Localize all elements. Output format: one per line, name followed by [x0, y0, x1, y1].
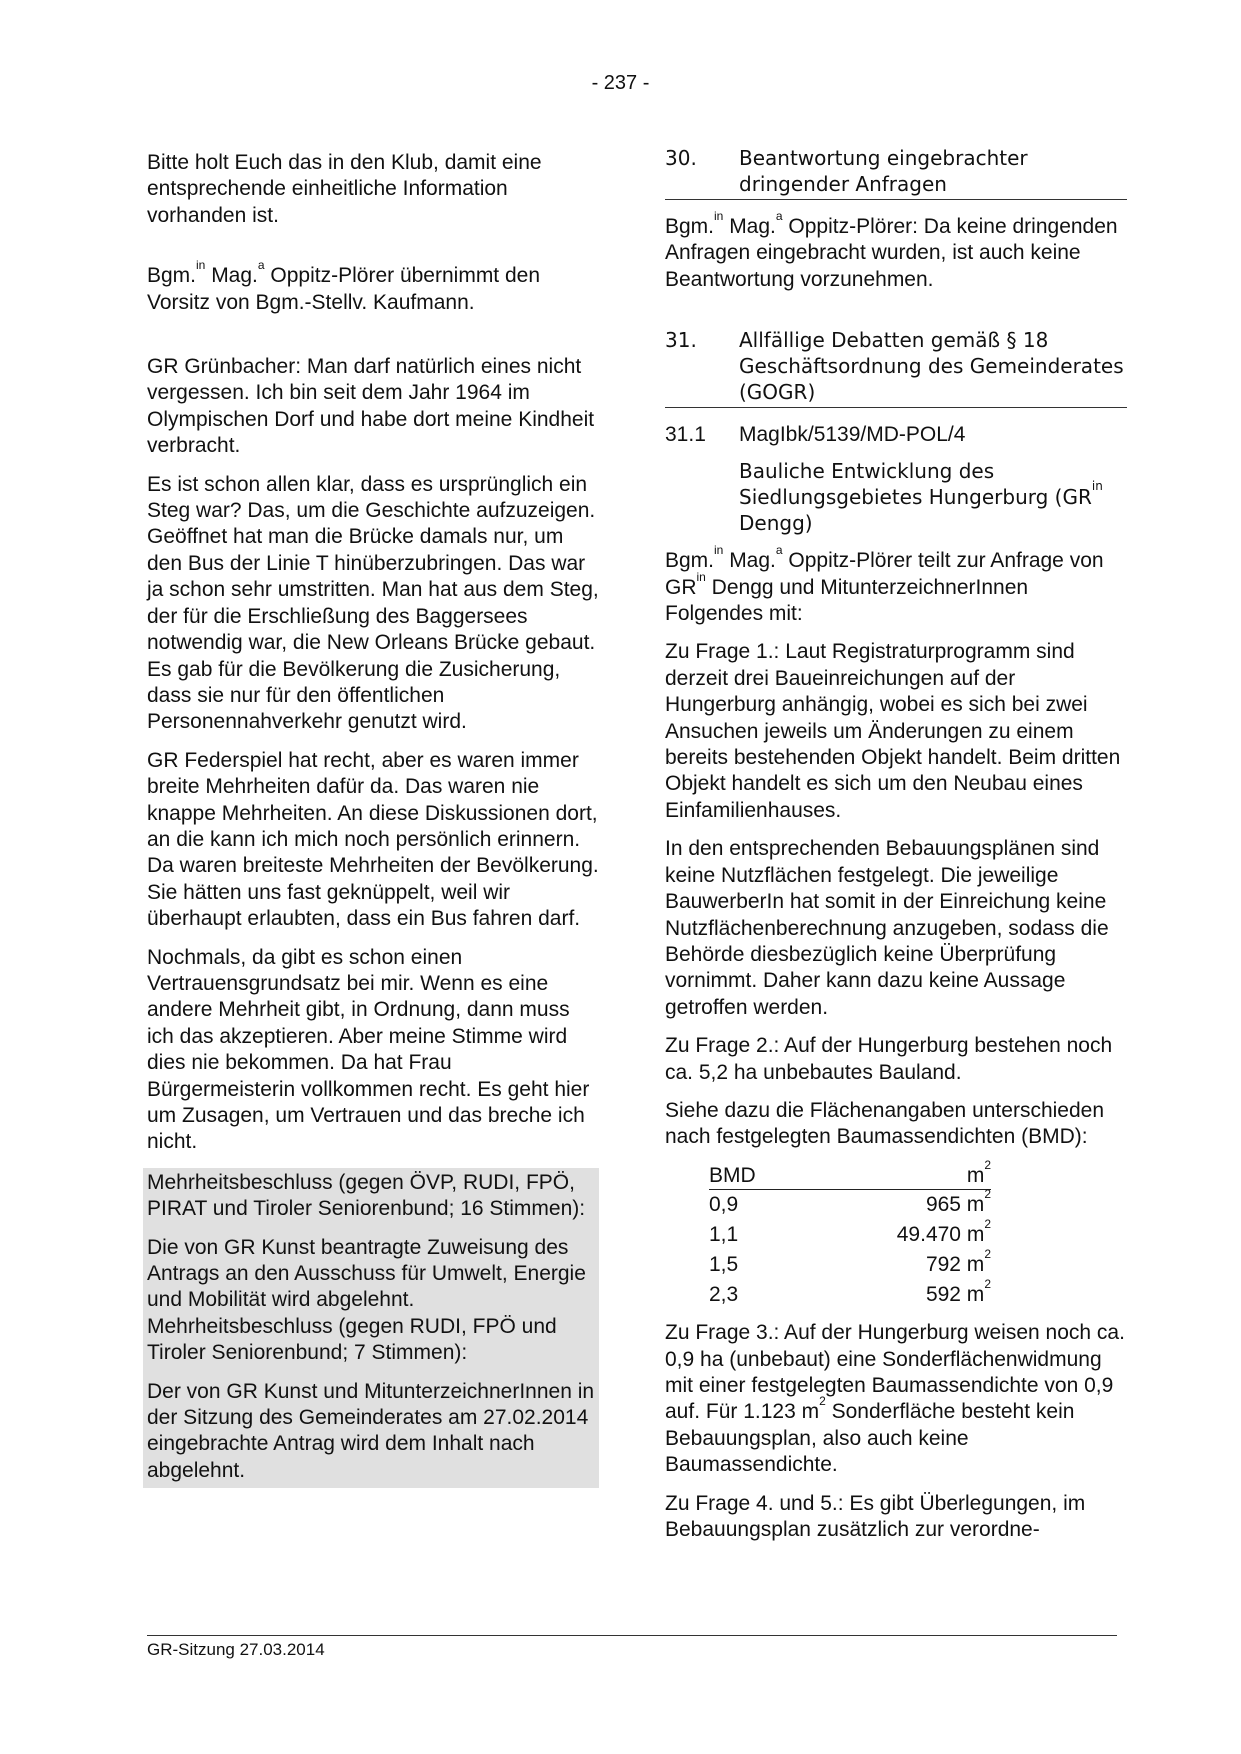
agenda-number: 30.: [665, 146, 697, 170]
paragraph: Zu Frage 3.: Auf der Hungerburg weisen noch ca. 0,9 ha (unbebaut) eine Sonderflächenwidmung mit einer festgelegten Baumassendichte von 0,9 auf. Für 1.123 $m^2$ Sonderfläche besteht kein Bebauungsplan, also auch keine Baumassendichte.: [665, 1321, 1125, 1477]
paragraph: Zu Frage 1.: Laut Registraturprogramm sind derzeit drei Baueinreichungen auf der Hungerburg anhängig, wobei es sich bei zwei Ansuchen jeweils um Änderungen zu einem bereits bestehenden Objekt handelt. Beim dritten Objekt handelt es sich um den Neubau eines Einfamilienhauses.: [665, 640, 1121, 822]
table-header-row: [709, 1163, 991, 1190]
agenda-heading-31-1: [665, 422, 1127, 448]
paragraph: Bgm.$^{in}$ Mag.$^a$ Oppitz-Plörer: Da keine dringenden Anfragen eingebracht wurden, ist auch keine Beantwortung vorzunehmen.: [665, 209, 1118, 291]
resolution-box: [143, 1168, 599, 1488]
footer-divider: [147, 1635, 1117, 1636]
agenda-title: Beantwortung eingebrachter dringender Anfragen: [739, 146, 1028, 196]
resolution-text: Der von GR Kunst und MitunterzeichnerInnen in der Sitzung des Gemeinderates am 27.02.2014 eingebrachte Antrag wird dem Inhalt nach abgelehnt.: [147, 1379, 595, 1482]
table-header-area: $m^2$: [809, 1163, 991, 1190]
agenda-number: 31.: [665, 328, 697, 353]
agenda-heading-30: [665, 145, 1127, 200]
agenda-number: 31.1: [665, 423, 706, 447]
paragraph: Bgm.$^{in}$ Mag.$^a$ Oppitz-Plörer teilt zur Anfrage von $GR^{in}$ Dengg und MitunterzeichnerInnen Folgendes mit:: [665, 543, 1104, 626]
resolution-text: Mehrheitsbeschluss (gegen ÖVP, RUDI, FPÖ, PIRAT und Tiroler Seniorenbund; 16 Stimmen):: [147, 1170, 586, 1221]
resolution-text: Die von GR Kunst beantragte Zuweisung des Antrags an den Ausschuss für Umwelt, Energie und Mobilität wird abgelehnt. Mehrheitsbeschluss (gegen RUDI, FPÖ und Tiroler Seniorenbund; 7 Stimmen):: [147, 1235, 586, 1365]
agenda-subtitle: Bauliche Entwicklung des Siedlungsgebietes Hungerburg ($GR^{in}$ Dengg): [739, 459, 1103, 536]
agenda-heading-31: [665, 327, 1127, 408]
paragraph: Es ist schon allen klar, dass es ursprünglich ein Steg war? Das, um die Geschichte aufzuzeigen. Geöffnet hat man die Brücke damals nur, um den Bus der Linie T hinüberzubringen. Das war ja schon sehr umstritten. Man hat aus dem Steg, der für die Erschließung des Baggersees notwendig war, die New Orleans Brücke gebaut. Es gab für die Bevölkerung die Zusicherung, dass sie nur für den öffentlichen Personennahverkehr genutzt wird.: [147, 472, 599, 734]
paragraph: GR Federspiel hat recht, aber es waren immer breite Mehrheiten dafür da. Das waren nie knappe Mehrheiten. An diese Diskussionen dort, an die kann ich mich noch persönlich erinnern. Da waren breiteste Mehrheiten der Bevölkerung. Sie hätten uns fast geknüppelt, weil wir überhaupt erlaubten, dass ein Bus fahren darf.: [147, 748, 599, 931]
speaker-name: GR Grünbacher:: [147, 355, 302, 379]
chair-change-paragraph: Bgm.$^{in}$ Mag.$^a$ Oppitz-Plörer übernimmt den Vorsitz von Bgm.-Stellv. Kaufmann.: [147, 258, 541, 314]
paragraph: Zu Frage 2.: Auf der Hungerburg bestehen noch ca. 5,2 ha unbebautes Bauland.: [665, 1034, 1113, 1084]
paragraph: Siehe dazu die Flächenangaben unterschieden nach festgelegten Baumassendichten (BMD):: [665, 1098, 1105, 1149]
page-number: - 237 -: [591, 72, 650, 94]
paragraph: Zu Frage 4. und 5.: Es gibt Überlegungen, im Bebauungsplan zusätzlich zur verordne-: [665, 1491, 1086, 1541]
table-row: 2,3 592 $m^2$: [709, 1276, 991, 1306]
file-reference: MagIbk/5139/MD-POL/4: [739, 423, 966, 447]
paragraph: In den entsprechenden Bebauungsplänen sind keine Nutzflächen festgelegt. Die jeweilige BauwerberIn hat somit in der Einreichung keine Nutzflächenberechnung anzugeben, sodass die Behörde diesbezüglich keine Überprüfung vornimmt. Daher kann dazu keine Aussage getroffen werden.: [665, 837, 1109, 1019]
right-column: [665, 145, 1127, 1555]
footer-text: GR-Sitzung 27.03.2014: [147, 1640, 325, 1659]
paragraph: Nochmals, da gibt es schon einen Vertrauensgrundsatz bei mir. Wenn es eine andere Mehrheit gibt, in Ordnung, dann muss ich das akzeptieren. Aber meine Stimme wird dies nie bekommen. Da hat Frau Bürgermeisterin vollkommen recht. Es geht hier um Zusagen, um Vertrauen und das breche ich nicht.: [147, 945, 590, 1154]
table-header-bmd: BMD: [709, 1163, 809, 1190]
table-row: 0,9 965 $m^2$: [709, 1186, 991, 1216]
bmd-table: [709, 1157, 991, 1310]
speaker-paragraph: GR Grünbacher: Man darf natürlich eines nicht vergessen. Ich bin seit dem Jahr 1964 im Olympischen Dorf und habe dort meine Kindheit verbracht.: [147, 355, 595, 458]
table-row: 1,1 49.470 $m^2$: [709, 1216, 991, 1246]
paragraph: Bitte holt Euch das in den Klub, damit eine entsprechende einheitliche Information vorhanden ist.: [147, 151, 542, 227]
agenda-title: Allfällige Debatten gemäß § 18 Geschäftsordnung des Gemeinderates (GOGR): [739, 328, 1124, 405]
table-row: 1,5 792 $m^2$: [709, 1246, 991, 1276]
left-column: [147, 150, 599, 1488]
